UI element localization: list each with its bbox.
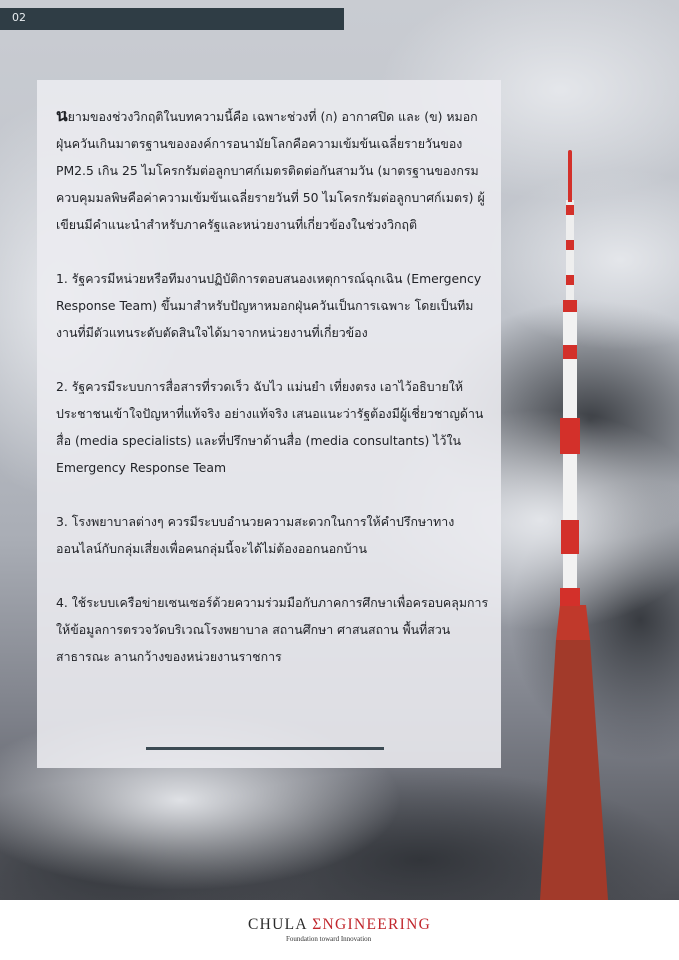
page-number: 02 (12, 11, 26, 24)
page-number-tab (0, 8, 344, 30)
logo-chula-text: CHULA (248, 916, 313, 933)
tower-band (566, 240, 574, 250)
tower-beacon (568, 150, 572, 154)
intro-text: ิยามของช่วงวิกฤติในบทความนี้คือ เฉพาะช่วงที่ (ก) อากาศปิด และ (ข) หมอกฝุ่นควันเกินมาตรฐานขององค์การอนามัยโลกคือความเข้มข้นเฉลี่ยรายวันของ PM2.5 เกิน 25 ไมโครกรัมต่อลูกบาศก์เมตรติดต่อกันสามวัน (มาตรฐานของกรมควบคุมมลพิษคือค่าความเข้มข้นเฉลี่ยรายวันที่ 50 ไมโครกรัมต่อลูกบาศก์เมตร) ผู้เขียนมีคำแนะนำสำหรับภาครัฐและหน่วยงานที่เกี่ยวข้องในช่วงวิกฤติ (56, 109, 485, 232)
recommendation-1: 1. รัฐควรมีหน่วยหรือทีมงานปฏิบัติการตอบสนองเหตุการณ์ฉุกเฉิน (Emergency Response Team) ขึ้นมาสำหรับปัญหาหมอกฝุ่นควันเป็นการเฉพาะ โดยเป็นทีมงานที่มีตัวแทนระดับตัดสินใจได้มาจากหน่วยงานที่เกี่ยวข้อง (56, 271, 482, 340)
chula-engineering-logo (248, 916, 438, 946)
article-body (56, 103, 490, 670)
tower-band (566, 205, 574, 215)
intro-paragraph (56, 103, 490, 238)
tower-band (560, 588, 580, 606)
tower-band (566, 275, 574, 285)
divider-rule (146, 747, 384, 750)
tower-band (561, 520, 579, 554)
drop-cap: น (56, 106, 68, 126)
tower-spire (568, 152, 572, 202)
tower-band (563, 300, 577, 312)
recommendation-4: 4. ใช้ระบบเครือข่ายเซนเซอร์ด้วยความร่วมมือกับภาคการศึกษาเพื่อครอบคลุมการให้ข้อมูลการตรวจวัดบริเวณโรงพยาบาล สถานศึกษา ศาสนสถาน พื้นที่สวนสาธารณะ ลานกว้างของหน่วยงานราชการ (56, 595, 489, 664)
recommendation-2: 2. รัฐควรมีระบบการสื่อสารที่รวดเร็ว ฉับไว แม่นยำ เที่ยงตรง เอาไว้อธิบายให้ประชาชนเข้าใจปัญหาที่แท้จริง อย่างแท้จริง เสนอแนะว่ารัฐต้องมีผู้เชี่ยวชาญด้านสื่อ (media specialists) และที่ปรึกษาด้านสื่อ (media consultants) ไว้ใน Emergency Response Team (56, 379, 484, 475)
logo-engineering-text: ΣNGINEERING (312, 916, 432, 933)
tower-band (560, 418, 580, 454)
logo-wordmark (248, 916, 431, 934)
tower-platform (556, 605, 590, 640)
logo-tagline: Foundation toward Innovation (286, 935, 372, 943)
recommendation-3: 3. โรงพยาบาลต่างๆ ควรมีระบบอำนวยความสะดวกในการให้คำปรึกษาทางออนไลน์กับกลุ่มเสี่ยงเพื่อคนกลุ่มนี้จะได้ไม่ต้องออกนอกบ้าน (56, 514, 455, 556)
tower-band (563, 345, 577, 359)
